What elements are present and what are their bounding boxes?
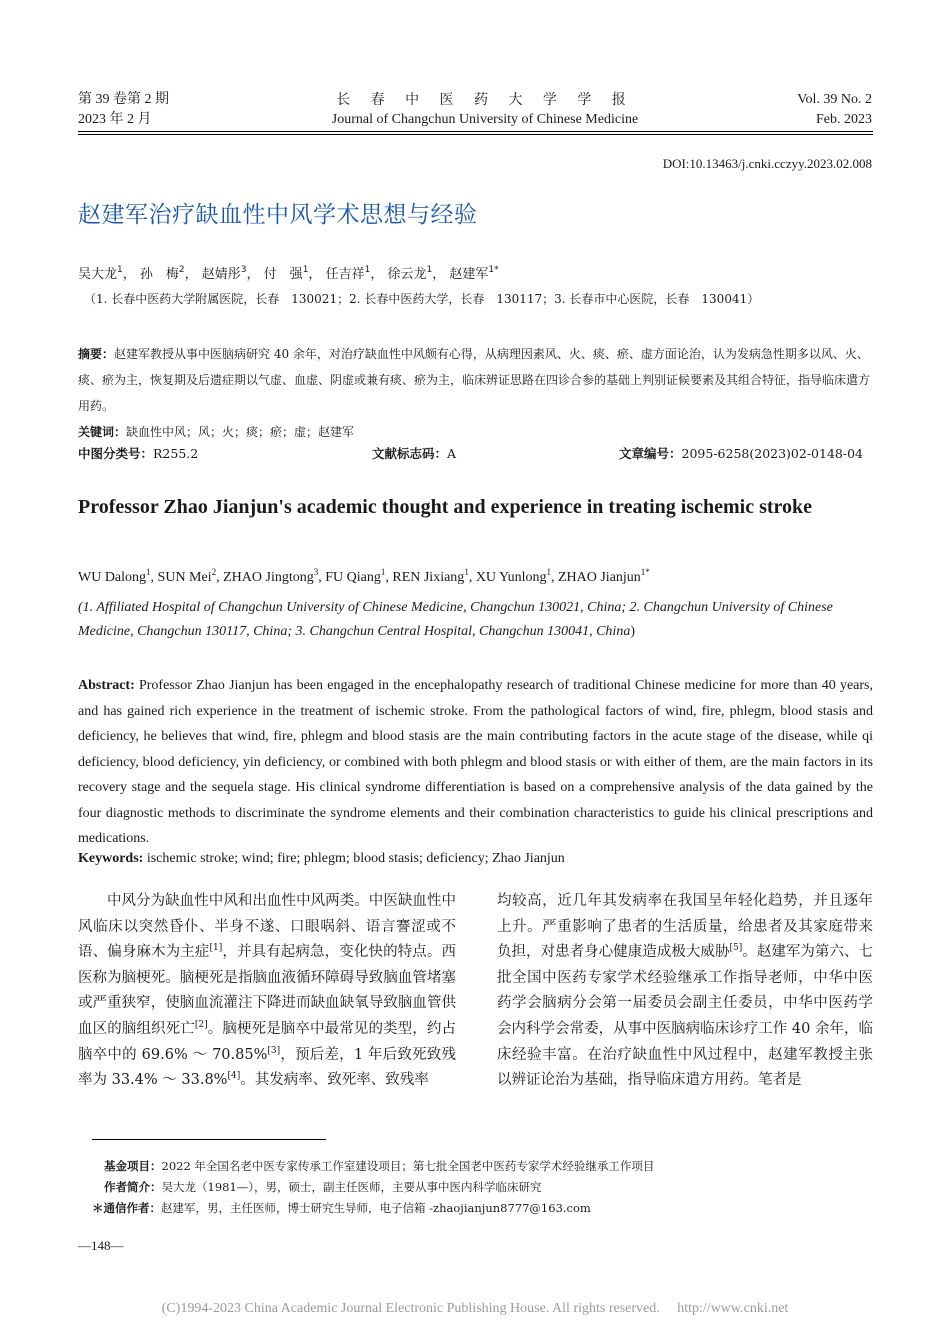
citation-ref[interactable]: [1]	[209, 943, 223, 954]
authors-cn: 吴大龙$^1$， 孙 梅$^2$， 赵婧彤$^3$， 付 强$^1$， 任吉祥$^1$， 徐云龙$^1$， 赵建军$^{1*}$	[78, 265, 499, 282]
author-sup: 1	[302, 265, 309, 275]
bio-label: 作者简介：	[104, 1180, 162, 1194]
body-text: 。其发病率、致死率、致残率	[240, 1072, 429, 1089]
body-text: 。脑梗死是脑卒中最常见的类型，约占脑卒中的 69.6% ～ 70.85%	[78, 1020, 457, 1063]
citation-ref[interactable]: [5]	[729, 943, 743, 954]
header-date-en: Feb. 2023	[816, 112, 872, 127]
affiliation-en: (1. Affiliated Hospital of Changchun University of Chinese Medicine, Changchun 130021, China; 2. Changchun University of Chinese Medicine, Changchun 130117, China; 3. Changchun Central Hospital, Changchun 130041, China)	[78, 600, 833, 639]
keywords-en-text: ischemic stroke; wind; fire; phlegm; blood stasis; deficiency; Zhao Jianjun	[146, 851, 565, 866]
body-text: 中风分为缺血性中风和出血性中风两类。中医缺血性中风临床以突然昏仆、半身不遂、口眼㖞斜、语言謇涩或不语、偏身麻木为主症	[78, 893, 456, 961]
author-cn: 付 强	[263, 267, 303, 282]
clc-label: 中图分类号：	[78, 446, 154, 461]
author-cn: 赵婧彤	[201, 267, 241, 282]
body-column-left	[78, 889, 456, 1094]
corr-text: 赵建军，男，主任医师，博士研究生导师，电子信箱 -zhaojianjun8777@163.com	[161, 1201, 591, 1215]
fund-text: 2022 年全国名老中医专家传承工作室建设项目；第七批全国老中医药专家学术经验继承工作项目	[161, 1159, 655, 1173]
footnote-correspondence	[92, 1198, 874, 1219]
citation-ref[interactable]: [3]	[267, 1045, 281, 1056]
author-sup: 1	[426, 265, 433, 275]
article-value: 2095-6258(2023)02-0148-04	[681, 446, 863, 461]
footnote-rule	[92, 1139, 326, 1140]
clc-code	[78, 444, 198, 462]
copyright-watermark: (C)1994-2023 China Academic Journal Electronic Publishing House. All rights reserved. http://www.cnki.net	[161, 1301, 789, 1316]
body-text: ，预后差，1 年后致死致残率为 33.4% ～ 33.8%	[78, 1046, 456, 1089]
author-sup: 1*	[640, 567, 650, 577]
abstract-cn-text: 赵建军教授从事中医脑病研究 40 余年，对治疗缺血性中风颇有心得，从病理因素风、火、痰、瘀、虚方面论治，认为发病急性期多以风、火、痰、瘀为主，恢复期及后遗症期以气虚、血虚、阴虚或兼有痰、瘀为主，临床辨证思路在四诊合参的基础上判别证候要素及其组合特征，指导临床遣方用药。	[78, 347, 871, 413]
author-sup: 1	[464, 567, 469, 577]
author-sup: 3	[240, 265, 247, 275]
keywords-cn-label: 关键词：	[78, 425, 127, 439]
author-en: REN Jixiang	[392, 570, 465, 585]
abstract-cn-paragraph	[78, 341, 873, 419]
fund-label: 基金项目：	[104, 1159, 162, 1173]
citation-ref[interactable]: [4]	[227, 1071, 241, 1082]
author-sup: 1	[546, 567, 551, 577]
author-cn: 赵建军	[449, 267, 489, 282]
header-volume: 第 39 卷第 2 期	[78, 92, 169, 107]
document-code	[372, 444, 456, 462]
affiliation-cn: （1. 长春中医药大学附属医院，长春 130021；2. 长春中医药大学，长春 130117；3. 长春市中心医院，长春 130041）	[84, 292, 760, 306]
body-text: 均较高，近几年其发病率在我国呈年轻化趋势，并且逐年上升。严重影响了患者的生活质量，给患者及其家庭带来负担，对患者身心健康造成极大威胁	[497, 893, 873, 961]
article-number	[619, 444, 863, 462]
author-en: WU Dalong	[78, 570, 147, 585]
abstract-en	[78, 673, 873, 852]
header-issue-en	[797, 90, 872, 130]
author-en: ZHAO Jianjun	[557, 570, 641, 585]
clc-value: R255.2	[153, 446, 199, 461]
author-sup: 2	[211, 567, 217, 577]
author-sup: 1*	[488, 265, 499, 275]
abstract-cn-label: 摘要：	[78, 347, 115, 361]
abstract-en-label: Abstract:	[78, 678, 135, 693]
doc-value: A	[447, 446, 457, 461]
author-cn: 吴大龙	[78, 267, 118, 282]
citation-ref[interactable]: [2]	[194, 1019, 208, 1030]
header-issue	[78, 90, 169, 130]
author-cn: 徐云龙	[387, 267, 427, 282]
author-sup: 1	[380, 567, 386, 577]
author-sup: 2	[178, 265, 185, 275]
footnote-bio	[104, 1177, 874, 1198]
bio-text: 吴大龙（1981—），男，硕士，副主任医师，主要从事中医内科学临床研究	[161, 1180, 542, 1194]
body-column-right	[497, 889, 873, 1094]
author-sup: 1	[364, 265, 371, 275]
doc-label: 文献标志码：	[372, 446, 448, 461]
author-sup: 3	[313, 567, 319, 577]
author-en: SUN Mei	[157, 570, 212, 585]
keywords-en	[78, 851, 873, 867]
header-rule-top	[78, 131, 873, 132]
keywords-cn-text: 缺血性中风；风；火；痰；瘀；虚；赵建军	[126, 425, 355, 439]
author-cn: 任吉祥	[325, 267, 365, 282]
keywords-en-label: Keywords:	[78, 851, 144, 866]
author-cn: 孙 梅	[139, 267, 179, 282]
footnote-fund	[104, 1156, 874, 1177]
doi[interactable]: DOI:10.13463/j.cnki.cczyy.2023.02.008	[662, 156, 872, 171]
title-cn: 赵建军治疗缺血性中风学术思想与经验	[78, 202, 478, 228]
authors-en: WU Dalong$^1$, SUN Mei$^2$, ZHAO Jingtong$^3$, FU Qiang$^1$, REN Jixiang$^1$, XU Yunlong$^1$, ZHAO Jianjun$^{1*}$	[78, 567, 650, 585]
page-number: —148—	[78, 1238, 124, 1253]
abstract-en-text: Professor Zhao Jianjun has been engaged in the encephalopathy research of traditional Chinese medicine for more than 40 years, and has gained rich experience in the treatment of ischemic stroke. From the pathological factors of wind, fire, phlegm, blood stasis and deficiency, he believes that wind, fire, phlegm and blood stasis are the main contributing factors in the acute stage of the disease, while qi deficiency, blood deficiency, yin deficiency, or combined with both phlegm and blood stasis or with either of them, are the main factors in its recovery stage and the sequela stage. His clinical syndrome differentiation is based on a comprehensive analysis of the data gained by the four diagnostic methods to discriminate the syndrome elements and their combination characteristics to guide his clinical prescriptions and medications.	[78, 678, 873, 846]
author-en: ZHAO Jingtong	[223, 570, 314, 585]
body-text: ，并具有起病急，变化快的特点。西医称为脑梗死。脑梗死是指脑血液循环障碍导致脑血管堵塞或严重狭窄，使脑血流灌注下降进而缺血缺氧导致脑血管供血区的脑组织死亡	[78, 944, 457, 1037]
abstract-cn	[78, 341, 873, 445]
keywords-cn	[78, 419, 873, 445]
footnotes	[92, 1156, 874, 1219]
corr-label: ＊通信作者：	[92, 1201, 161, 1215]
body-text: 。赵建军为第六、七批全国中医药专家学术经验继承工作指导老师，中华中医药学会脑病分会第一届委员会副主任委员，中华中医药学会内科学会常委，从事中医脑病临床诊疗工作 40 余年，临床经验丰富。在治疗缺血性中风过程中，赵建军教授主张以辨证论治为基础，指导临床遣方用药。笔者是	[497, 944, 874, 1089]
journal-title-en: Journal of Changchun University of Chinese Medicine	[331, 112, 639, 127]
header-journal	[300, 90, 670, 130]
title-en: Professor Zhao Jianjun's academic thought and experience in treating ischemic stroke	[78, 496, 813, 518]
journal-title-cn: 长 春 中 医 药 大 学 学 报	[336, 92, 634, 108]
header-rule-bottom	[78, 134, 873, 135]
article-label: 文章编号：	[619, 446, 682, 461]
author-en: FU Qiang	[325, 570, 381, 585]
header-date: 2023 年 2 月	[78, 112, 152, 127]
header-volume-en: Vol. 39 No. 2	[797, 92, 872, 107]
affiliation-en-text: 1. Affiliated Hospital of Changchun University of Chinese Medicine, Changchun 130021, China; 2. Changchun University of Chinese Medicine, Changchun 130117, China; 3. Changchun Central Hospital, Changchun 130041, China	[78, 600, 833, 639]
author-en: XU Yunlong	[475, 570, 547, 585]
author-sup: 1	[146, 567, 151, 577]
author-sup: 1	[117, 265, 123, 275]
